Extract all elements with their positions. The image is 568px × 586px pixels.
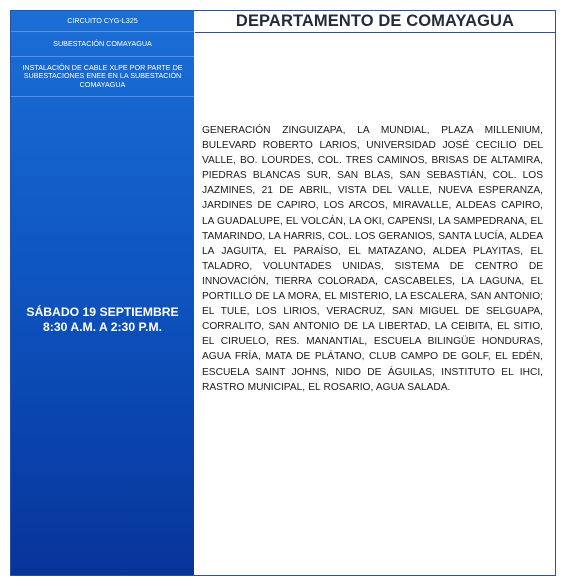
department-title: DEPARTAMENTO DE COMAYAGUA [195, 11, 555, 33]
outage-time: 8:30 A.M. A 2:30 P.M. [43, 319, 162, 334]
outage-notice-card [10, 10, 556, 576]
substation-label: SUBESTACIÓN COMAYAGUA [11, 32, 194, 57]
schedule-block [11, 305, 194, 334]
left-info-panel [11, 11, 194, 575]
affected-areas-text: GENERACIÓN ZINGUIZAPA, LA MUNDIAL, PLAZA MILLENIUM, BULEVARD ROBERTO LARIOS, UNIVERSIDAD JOSÉ CECILIO DEL VALLE, BO. LOURDES, COL. TRES CAMINOS, BRISAS DE ALTAMIRA, PIEDRAS BLANCAS SUR, SAN BLAS, SAN SEBASTIÁN, COL. LOS JAZMINES, 21 DE ABRIL, VISTA DEL VALLE, NUEVA ESPERANZA, JARDINES DE CAPIRO, LOS ARCOS, MIRAVALLE, ALDEAS CAPIRO, LA GUADALUPE, EL VOLCÁN, LA OKI, CAPENSI, LA SAMPEDRANA, EL TAMARINDO, LA HARRIS, COL. LOS GERANIOS, SANTA LUCÍA, ALDEA LA JAGUITA, EL PARAÍSO, EL MATAZANO, ALDEA PLAYITAS, EL TALADRO, VOLUNTADES UNIDAS, SISTEMA DE CENTRO DE INNOVACIÓN, TIERRA COLORADA, CASCABELES, LA LAGUNA, EL PORTILLO DE LA MORA, EL MISTERIO, LA ESCALERA, SAN ANTONIO; EL TULE, LOS LIRIOS, VERACRUZ, SAN MIGUEL DE SELGUAPA, CORRALITO, SAN ANTONIO DE LA LIBERTAD, LA CEIBITA, EL SITIO, EL CIRUELO, RES. MANANTIAL, ESCUELA BILINGÜE HONDURAS, AGUA FRÍA, MATA DE PLÁTANO, CLUB CAMPO DE GOLF, EL EDÉN, ESCUELA SAINT JOHNS, NIDO DE ÁGUILAS, INSTITUTO EL IHCI, RASTRO MUNICIPAL, EL ROSARIO, AGUA SALADA. [202, 125, 543, 393]
circuit-label: CIRCUITO CYG-L325 [11, 11, 194, 32]
outage-date: SÁBADO 19 SEPTIEMBRE [26, 305, 179, 319]
work-description: INSTALACIÓN DE CABLE XLPE POR PARTE DE SUBESTACIONES ENEE EN LA SUBESTACIÓN COMAYAGUA [11, 57, 194, 97]
